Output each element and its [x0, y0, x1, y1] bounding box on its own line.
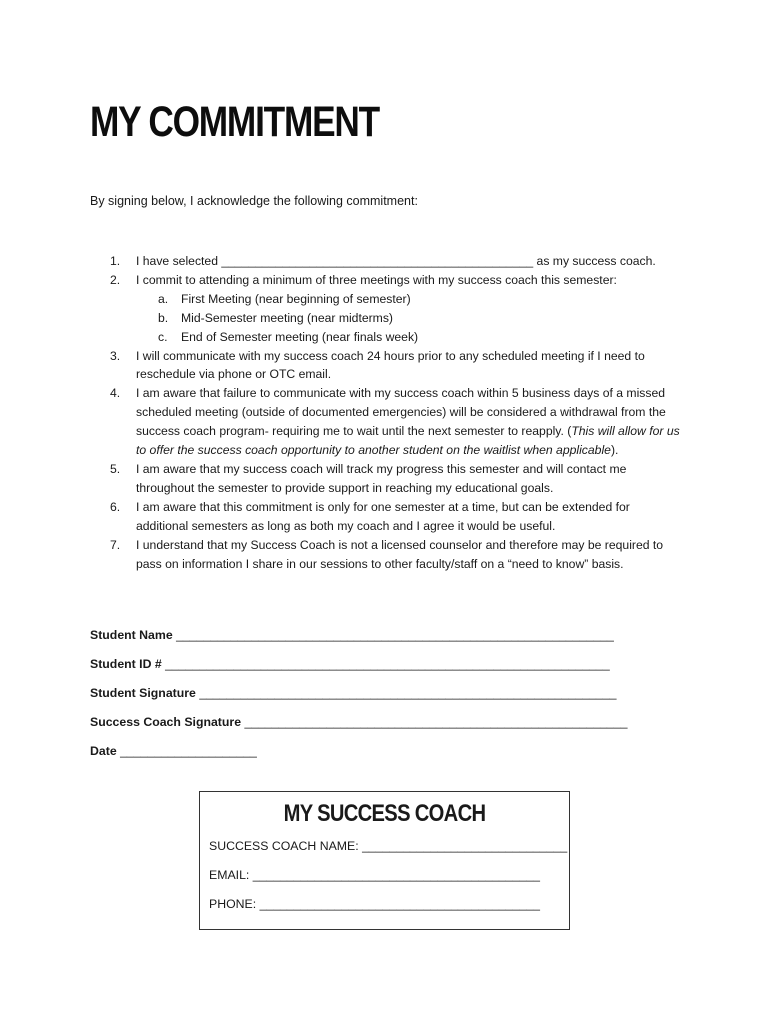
list-item — [90, 271, 680, 290]
list-item-number: 7. — [110, 537, 121, 552]
list-item-text: I have selected ______________________________________________ as my success coach. — [136, 254, 656, 268]
list-item-number: 6. — [110, 499, 121, 514]
field-label: EMAIL: — [209, 868, 250, 882]
field-label: Student ID # — [90, 657, 162, 671]
field-line[interactable]: _____________________________________________________________ — [199, 686, 617, 700]
coach-fields — [209, 839, 567, 926]
coach-phone-field[interactable] — [209, 897, 567, 926]
coach-name-field[interactable] — [209, 839, 567, 868]
field-label: Student Signature — [90, 686, 196, 700]
field-line[interactable]: ______________________________ — [362, 839, 568, 853]
list-item-text: I commit to attending a minimum of three meetings with my success coach this semester: — [136, 272, 617, 287]
coach-email-field[interactable] — [209, 868, 567, 897]
list-item-number: 1. — [110, 254, 121, 268]
list-item — [90, 347, 680, 385]
sub-item-letter: b. — [158, 310, 169, 325]
list-item-number: 4. — [110, 386, 121, 401]
sub-item-text: End of Semester meeting (near finals week) — [181, 329, 419, 344]
list-item-text — [136, 384, 680, 460]
list-item — [90, 536, 680, 574]
coach-signature-field[interactable] — [90, 715, 650, 744]
signature-fields — [90, 628, 650, 773]
list-item — [90, 252, 680, 271]
page-title: MY COMMITMENT — [90, 98, 379, 146]
intro-text: By signing below, I acknowledge the following commitment: — [90, 194, 418, 208]
student-name-field[interactable] — [90, 628, 650, 657]
sub-item-letter: c. — [158, 329, 168, 344]
list-item-number: 3. — [110, 348, 121, 363]
list-item-text: I understand that my Success Coach is not a licensed counselor and therefore may be required to pass on information I share in our sessions to other faculty/staff on a “need to know” basis. — [136, 537, 664, 571]
list-item-text: I am aware that this commitment is only for one semester at a time, but can be extended for additional semesters as long as both my coach and I agree it would be useful. — [136, 499, 630, 533]
field-label: Date — [90, 744, 117, 758]
field-label: Success Coach Signature — [90, 715, 242, 729]
sub-item-letter: a. — [158, 291, 169, 306]
list-item-text: I will communicate with my success coach 24 hours prior to any scheduled meeting if I need to reschedule via phone or OTC email. — [136, 348, 645, 382]
list-item — [90, 384, 680, 460]
field-line[interactable]: _________________________________________ — [259, 897, 540, 911]
list-item-text: I am aware that my success coach will track my progress this semester and will contact me throughout the semester to provide support in reaching my educational goals. — [136, 461, 627, 495]
field-line[interactable]: __________________________________________ — [252, 868, 540, 882]
field-line[interactable]: ________________________________________________________ — [244, 715, 628, 729]
field-label: PHONE: — [209, 897, 257, 911]
sub-list-item — [90, 328, 680, 347]
field-label: SUCCESS COACH NAME: — [209, 839, 359, 853]
student-id-field[interactable] — [90, 657, 650, 686]
list-item-text-main: I am aware that failure to communicate with my success coach within 5 business days of a missed scheduled meeting (outside of documented emergencies) will be considered a withdrawal from the success coach program- requiring me to wait until the next semester to reapply. ( — [136, 386, 666, 439]
list-item-text-italic: This will allow for us to offer the success coach opportunity to another student on the waitlist when applicable — [136, 424, 680, 458]
field-label: Student Name — [90, 628, 173, 642]
sub-item-text: First Meeting (near beginning of semester) — [181, 291, 411, 306]
sub-list-item — [90, 290, 680, 309]
success-coach-box — [199, 791, 570, 930]
date-field[interactable] — [90, 744, 650, 773]
sub-list-item — [90, 309, 680, 328]
field-line[interactable]: _________________________________________________________________ — [165, 657, 610, 671]
list-item-number: 5. — [110, 461, 121, 476]
student-signature-field[interactable] — [90, 686, 650, 715]
list-item — [90, 498, 680, 536]
coach-box-title: MY SUCCESS COACH — [283, 800, 486, 827]
list-item-text-tail: ). — [610, 443, 619, 458]
commitment-list — [90, 252, 680, 573]
field-line[interactable]: ____________________ — [120, 744, 257, 758]
field-line[interactable]: ________________________________________________________________ — [176, 628, 614, 642]
list-item — [90, 460, 680, 498]
list-item-number: 2. — [110, 272, 121, 287]
sub-item-text: Mid-Semester meeting (near midterms) — [181, 310, 393, 325]
